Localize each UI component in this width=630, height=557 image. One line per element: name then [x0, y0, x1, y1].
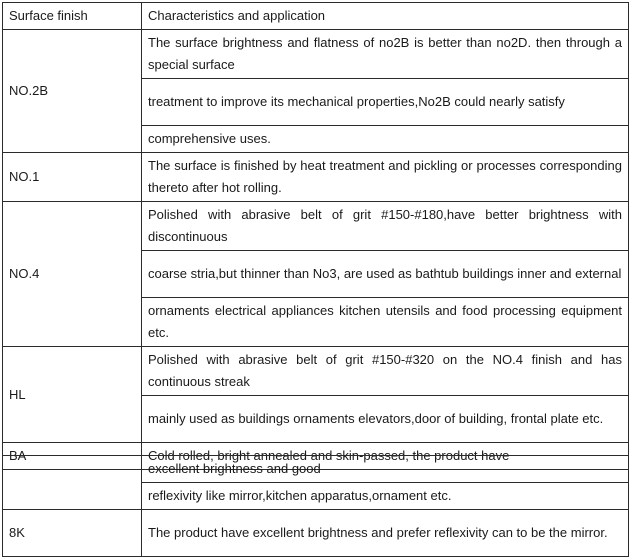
description-cell: treatment to improve its mechanical properties,No2B could nearly satisfy [142, 79, 629, 126]
finish-name-blank [3, 456, 142, 510]
table-row [3, 347, 629, 396]
description-cell: mainly used as buildings ornaments elevators,door of building, frontal plate etc. [142, 396, 629, 443]
finish-name-no2b: NO.2B [3, 30, 142, 153]
header-surface-finish: Surface finish [3, 3, 142, 30]
finish-name-no1: NO.1 [3, 153, 142, 202]
description-cell: reflexivity like mirror,kitchen apparatus,ornament etc. [142, 483, 629, 510]
description-cell: The product have excellent brightness and prefer reflexivity can to be the mirror. [142, 510, 629, 557]
header-characteristics: Characteristics and application [142, 3, 629, 30]
description-cell: comprehensive uses. [142, 126, 629, 153]
surface-finish-table [2, 2, 629, 470]
description-cell: ornaments electrical appliances kitchen utensils and food processing equipment etc. [142, 298, 629, 347]
finish-name-hl: HL [3, 347, 142, 443]
description-cell: excellent brightness and good [142, 456, 629, 483]
table-row [3, 202, 629, 251]
description-cell: Cold rolled, bright annealed and skin-passed, the product have [142, 443, 629, 470]
description-cell: The surface brightness and flatness of no2B is better than no2D. then through a special surface [142, 30, 629, 79]
description-cell: Polished with abrasive belt of grit #150-#180,have better brightness with discontinuous [142, 202, 629, 251]
description-cell: The surface is finished by heat treatment and pickling or processes corresponding thereto after hot rolling. [142, 153, 629, 202]
table-row [3, 153, 629, 202]
description-cell: coarse stria,but thinner than No3, are used as bathtub buildings inner and external [142, 251, 629, 298]
table-row [3, 510, 629, 557]
surface-finish-table-continued [2, 455, 629, 557]
table-row [3, 456, 629, 483]
description-cell: Polished with abrasive belt of grit #150-#320 on the NO.4 finish and has continuous streak [142, 347, 629, 396]
table-row [3, 30, 629, 79]
finish-name-no4: NO.4 [3, 202, 142, 347]
finish-name-8k: 8K [3, 510, 142, 557]
finish-name-ba: BA [3, 443, 142, 470]
table-header-row [3, 3, 629, 30]
